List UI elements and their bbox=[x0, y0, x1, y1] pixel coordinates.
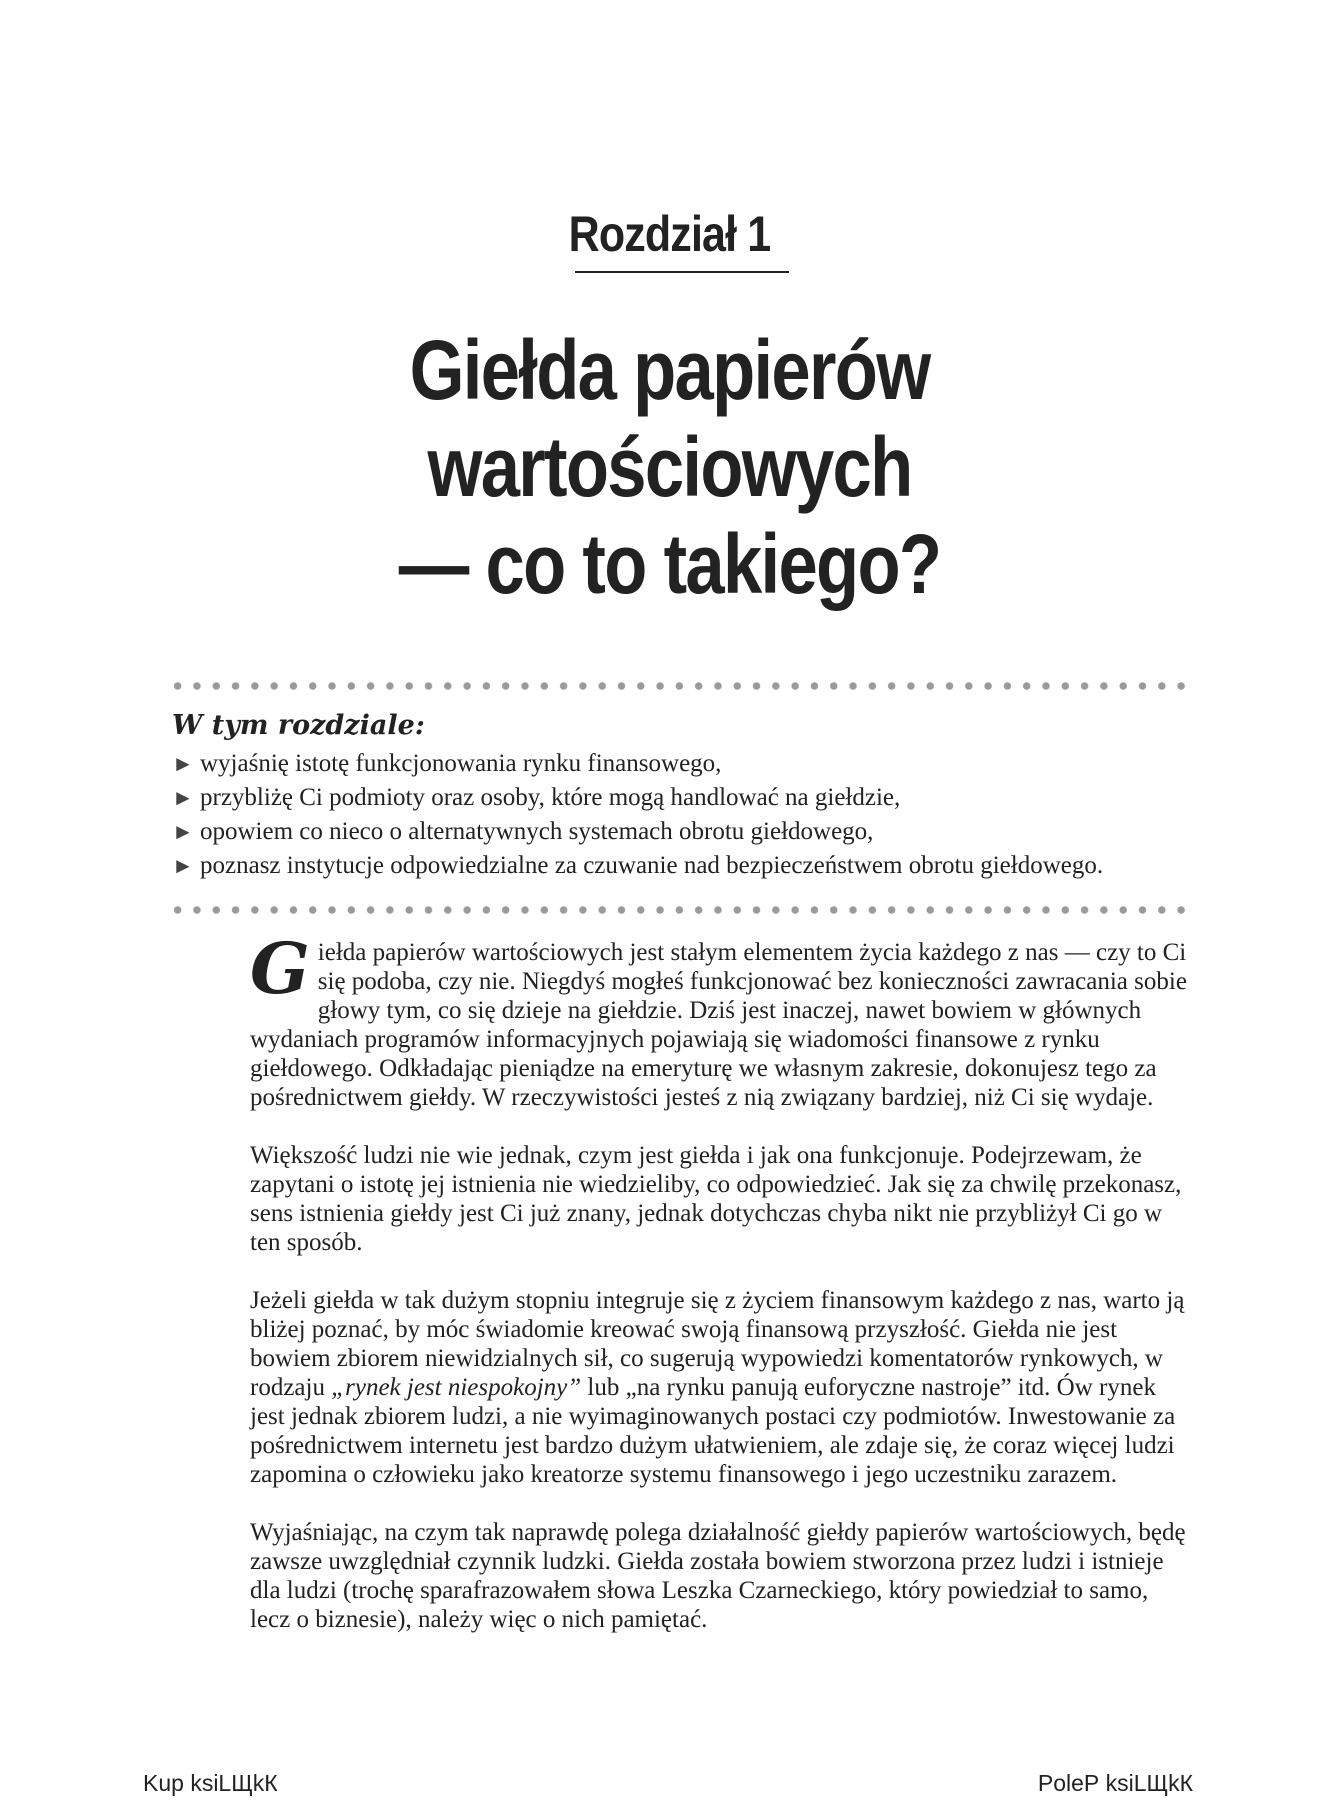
dotted-divider-top bbox=[168, 681, 1190, 691]
triangle-bullet-icon: ► bbox=[172, 853, 194, 878]
recommend-book-link[interactable]: PoleР ksiLЩkК bbox=[1037, 1770, 1193, 1796]
paragraph-text: lub „na rynku panują euforyczne nastroje” itd. Ów rynek jest jednak zbiorem ludzi, a nie wyimaginowanych postaci czy podmiotów. Inwestowanie za pośrednictwem internetu jest bardzo dużym ułatwieniem, ale zdaje się, że coraz więcej ludzi zapomina o człowieku jako kreatorze systemu finansowego i jego uczestniku zarazem. bbox=[250, 1374, 1176, 1488]
chapter-title-line: wartościowych bbox=[427, 420, 912, 514]
list-item-text: przybliżę Ci podmioty oraz osoby, które mogą handlować na giełdzie, bbox=[200, 784, 901, 811]
list-item-text: wyjaśnię istotę funkcjonowania rynku finansowego, bbox=[200, 750, 722, 777]
dotted-divider-bottom bbox=[168, 905, 1190, 915]
list-item bbox=[172, 781, 1103, 815]
list-item-text: opowiem co nieco o alternatywnych systemach obrotu giełdowego, bbox=[200, 818, 874, 845]
chapter-title-line: Giełda papierów bbox=[409, 323, 930, 417]
paragraph: Większość ludzi nie wie jednak, czym jest giełda i jak ona funkcjonuje. Podejrzewam, że zapytani o istotę jej istnienia nie wiedzieliby, co odpowiedzieć. Jak się za chwilę przekonasz, sens istnienia giełdy jest Ci już znany, jednak dotychczas chyba nikt nie przybliżył Ci go w ten sposób. bbox=[250, 1142, 1182, 1256]
paragraph bbox=[250, 1286, 1190, 1489]
paragraph: Wyjaśniając, na czym tak naprawdę polega działalność giełdy papierów wartościowych, będę zawsze uwzględniał czynnik ludzki. Giełda została bowiem stworzona przez ludzi i istnieje dla ludzi (trochę sparafrazowałem słowa Leszka Czarneckiego, który powiedział to samo, lecz o biznesie), należy więc o nich pamiętać. bbox=[250, 1519, 1186, 1633]
paragraph bbox=[250, 927, 1190, 1112]
list-item bbox=[172, 747, 1103, 781]
chapter-title-line: — co to takiego? bbox=[398, 517, 941, 611]
paragraph-text: iełda papierów wartościowych jest stałym elementem życia każdego z nas — czy to Ci się podoba, czy nie. Niegdyś mogłeś funkcjonować bez konieczności zawracania sobie głowy tym, co się dzieje na giełdzie. Dziś jest inaczej, nawet bowiem w głównych wydaniach programów informacyjnych pojawiają się wiadomości finansowe z rynku giełdowego. Odkładając pieniądze na emeryturę we własnym zakresie, dokonujesz tego za pośrednictwem giełdy. W rzeczywistości jesteś z nią związany bardziej, niż Ci się wydaje. bbox=[250, 939, 1187, 1111]
list-item bbox=[172, 849, 1103, 883]
chapter-label: Rozdział 1 bbox=[568, 206, 771, 262]
triangle-bullet-icon: ► bbox=[172, 785, 194, 810]
paragraph-text: Jeżeli giełda w tak dużym stopniu integruje się z życiem finansowym każdego z nas, warto ją bliżej poznać, by móc świadomie kreować swoją finansową przyszłość. Giełda nie jest bowiem zbiorem niewidzialnych sił, co sugerują wypowiedzi komentatorów rynkowych, w rodzaju bbox=[250, 1287, 1185, 1401]
intro-heading: W tym rozdziale: bbox=[172, 710, 425, 741]
chapter-title bbox=[107, 322, 1232, 613]
triangle-bullet-icon: ► bbox=[172, 819, 194, 844]
chapter-label-underline bbox=[575, 271, 789, 273]
intro-bullet-list bbox=[172, 747, 1103, 883]
triangle-bullet-icon: ► bbox=[172, 751, 194, 776]
body-text bbox=[250, 927, 1190, 1663]
buy-book-link[interactable]: Kup ksiLЩkК bbox=[143, 1770, 278, 1796]
italic-quote: „rynek jest niespokojny” bbox=[331, 1374, 582, 1401]
drop-cap: G bbox=[250, 927, 310, 1010]
list-item bbox=[172, 815, 1103, 849]
list-item-text: poznasz instytucje odpowiedzialne za czuwanie nad bezpieczeństwem obrotu giełdowego. bbox=[200, 852, 1104, 879]
